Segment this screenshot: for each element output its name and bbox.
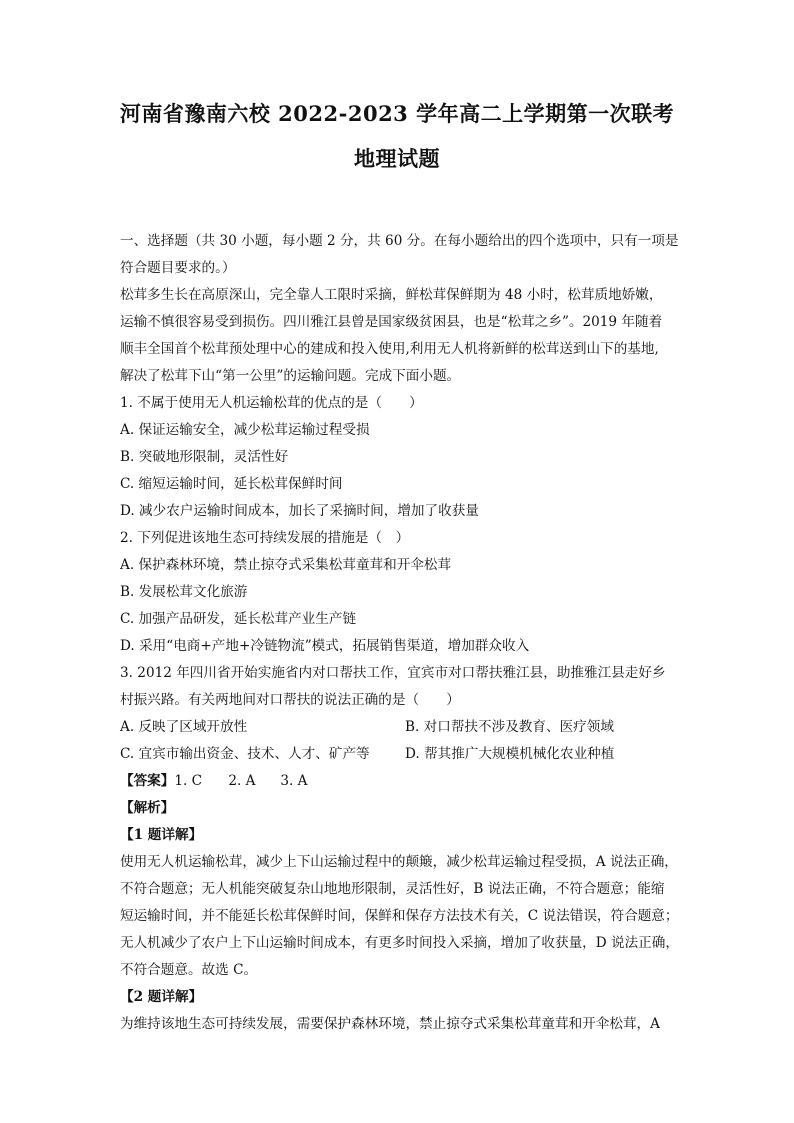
question-3-option-c: C. 宜宾市输出资金、技术、人才、矿产等	[120, 746, 370, 762]
question-3-option-b: B. 对口帮扶不涉及教育、医疗领域	[405, 719, 614, 735]
question-2-option-b: B. 发展松茸文化旅游	[120, 584, 248, 600]
answer-item: 2. A	[228, 773, 256, 789]
question-3-option-a: A. 反映了区域开放性	[120, 719, 248, 735]
passage-line: 顺丰全国首个松茸预处理中心的建成和投入使用,利用无人机将新鲜的松茸送到山下的基地,	[120, 341, 659, 357]
question-2-option-c: C. 加强产品研发，延长松茸产业生产链	[120, 611, 357, 627]
question-1-stem: 1. 不属于使用无人机运输松茸的优点的是（ ）	[120, 395, 423, 411]
answer-item: 1. C	[174, 773, 203, 789]
question-3-options-row	[120, 714, 680, 741]
question-1-option-c: C. 缩短运输时间，延长松茸保鲜时间	[120, 476, 343, 492]
detail-2-label: 【2 题详解】	[120, 989, 203, 1005]
section-heading: 符合题目要求的。）	[120, 260, 236, 276]
page-title: 河南省豫南六校 2022-2023 学年高二上学期第一次联考	[119, 101, 675, 126]
passage-line: 解决了松茸下山“第一公里”的运输问题。完成下面小题。	[120, 368, 461, 384]
detail-2-line: 为维持该地生态可持续发展，需要保护森林环境，禁止掠夺式采集松茸童茸和开伞松茸，A	[120, 1016, 660, 1032]
question-3-stem: 村振兴路。有关两地间对口帮扶的说法正确的是（ ）	[120, 692, 460, 708]
document-body	[120, 228, 680, 1038]
question-2-option-a: A. 保护森林环境，禁止掠夺式采集松茸童茸和开伞松茸	[120, 557, 452, 573]
passage-line: 松茸多生长在高原深山，完全靠人工限时采摘，鲜松茸保鲜期为 48 小时，松茸质地娇嫩，	[120, 287, 663, 303]
detail-1-label: 【1 题详解】	[120, 827, 203, 843]
detail-1-line: 无人机减少了农户上下山运输时间成本，有更多时间投入采摘，增加了收获量，D 说法正确，	[120, 935, 679, 951]
detail-1-line: 短运输时间，并不能延长松茸保鲜时间，保鲜和保存方法技术有关，C 说法错误，符合题意；	[120, 908, 679, 924]
analysis-label: 【解析】	[120, 800, 175, 816]
detail-1-line: 不符合题意；无人机能突破复杂山地地形限制，灵活性好，B 说法正确，不符合题意；能缩	[120, 881, 665, 897]
question-3-options-row	[120, 741, 680, 768]
question-1-option-b: B. 突破地形限制，灵活性好	[120, 449, 289, 465]
question-2-option-d: D. 采用“电商+产地+冷链物流”模式，拓展销售渠道，增加群众收入	[120, 638, 530, 654]
passage-line: 运输不慎很容易受到损伤。四川雅江县曾是国家级贫困县，也是“松茸之乡”。2019 年随着	[120, 314, 663, 330]
answer-item: 3. A	[280, 773, 308, 789]
question-1-option-d: D. 减少农户运输时间成本，加长了采摘时间，增加了收获量	[120, 503, 479, 519]
question-3-option-d: D. 帮其推广大规模机械化农业种植	[405, 746, 615, 762]
section-heading: 一、选择题（共 30 小题，每小题 2 分，共 60 分。在每小题给出的四个选项中，只有一项是	[120, 233, 679, 249]
answer-line	[120, 768, 680, 795]
question-2-stem: 2. 下列促进该地生态可持续发展的措施是（ ）	[120, 530, 410, 546]
page-subtitle: 地理试题	[354, 146, 440, 171]
question-3-stem: 3. 2012 年四川省开始实施省内对口帮扶工作，宜宾市对口帮扶雅江县，助推雅江县走好乡	[120, 665, 666, 681]
detail-1-line: 使用无人机运输松茸，减少上下山运输过程中的颠簸，减少松茸运输过程受损，A 说法正确，	[120, 854, 678, 870]
answer-label: 【答案】	[120, 773, 175, 789]
detail-1-line: 不符合题意。故选 C。	[120, 962, 258, 978]
question-1-option-a: A. 保证运输安全，减少松茸运输过程受损	[120, 422, 370, 438]
